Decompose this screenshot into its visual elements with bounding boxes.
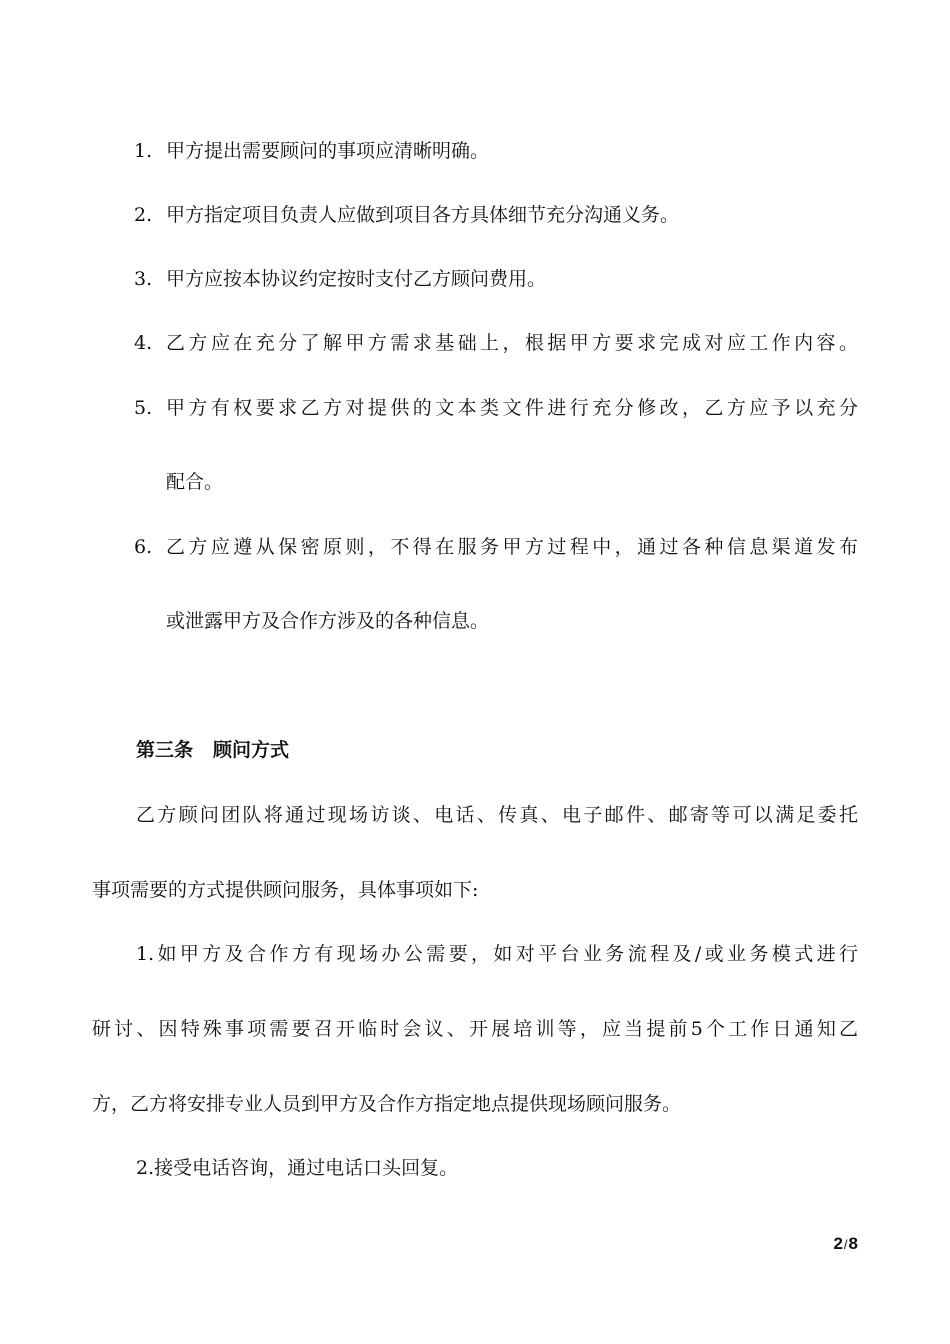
current-page: 2 <box>833 1234 843 1253</box>
list-item-text-continued: 配合。 <box>166 471 224 493</box>
list-item-number: 1. <box>134 140 153 162</box>
list-item-number: 3. <box>134 268 153 290</box>
paragraph-line: 2.接受电话咨询，通过电话口头回复。 <box>136 1157 459 1179</box>
list-item-text: 乙方应遵从保密原则，不得在服务甲方过程中，通过各种信息渠道发布 <box>166 536 858 558</box>
list-item-text: 甲方指定项目负责人应做到项目各方具体细节充分沟通义务。 <box>166 204 680 226</box>
list-item-text: 甲方有权要求乙方对提供的文本类文件进行充分修改，乙方应予以充分 <box>166 397 858 419</box>
paragraph-line: 1.如甲方及合作方有现场办公需要，如对平台业务流程及/或业务模式进行 <box>136 943 858 965</box>
paragraph-line: 乙方顾问团队将通过现场访谈、电话、传真、电子邮件、邮寄等可以满足委托 <box>136 804 858 826</box>
paragraph-line: 事项需要的方式提供顾问服务，具体事项如下: <box>92 879 479 901</box>
list-item-text: 甲方提出需要顾问的事项应清晰明确。 <box>166 140 490 162</box>
list-item-number: 6. <box>134 536 153 558</box>
list-item-number: 5. <box>134 397 153 419</box>
section-title: 顾问方式 <box>213 739 290 761</box>
article-number: 第三条 <box>136 739 194 761</box>
paragraph-line: 研讨、因特殊事项需要召开临时会议、开展培训等，应当提前5个工作日通知乙 <box>92 1018 858 1040</box>
list-item-text: 乙方应在充分了解甲方需求基础上，根据甲方要求完成对应工作内容。 <box>166 332 858 354</box>
section-heading <box>136 738 289 762</box>
paragraph-line: 方，乙方将安排专业人员到甲方及合作方指定地点提供现场顾问服务。 <box>92 1093 682 1115</box>
list-item-text-continued: 或泄露甲方及合作方涉及的各种信息。 <box>166 610 490 632</box>
list-item-number: 4. <box>134 332 153 354</box>
page-separator: / <box>843 1237 848 1252</box>
list-item-text: 甲方应按本协议约定按时支付乙方顾问费用。 <box>166 268 547 290</box>
list-item-number: 2. <box>134 204 153 226</box>
page-number <box>833 1233 858 1256</box>
total-pages: 8 <box>848 1234 858 1253</box>
